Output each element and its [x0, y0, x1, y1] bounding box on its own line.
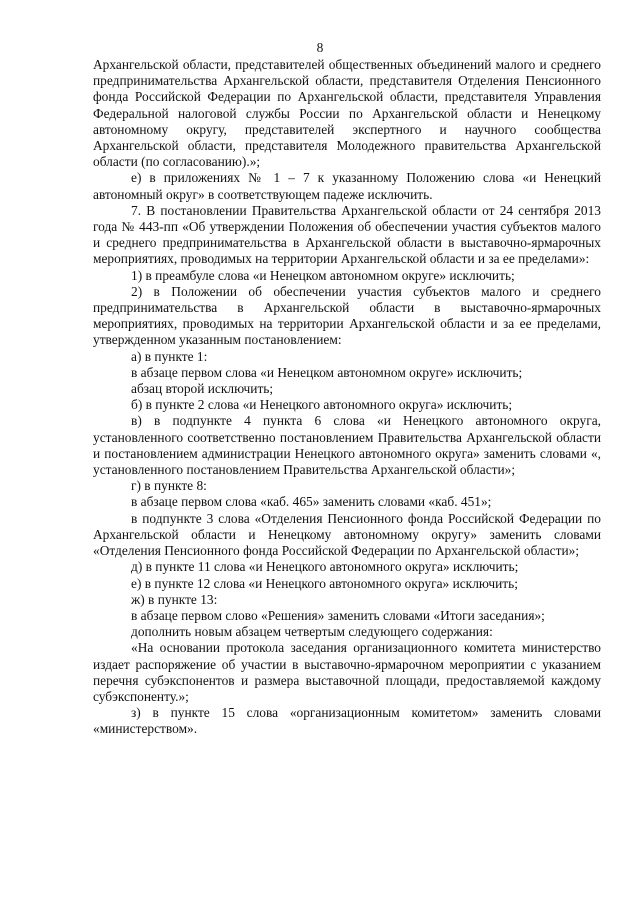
paragraph-letter-d: д) в пункте 11 слова «и Ненецкого автономного округа» исключить; [131, 559, 519, 575]
paragraph-subitem-1: 1) в преамбуле слова «и Ненецком автономном округе» исключить; [131, 267, 515, 283]
paragraph-a-first: в абзаце первом слова «и Ненецком автономном округе» исключить; [131, 364, 523, 380]
page-number: 8 [316, 40, 324, 55]
paragraph-zh-add: дополнить новым абзацем четвертым следующего содержания: [131, 624, 493, 640]
paragraph-item-7: 7. В постановлении Правительства Архангельской области от 24 сентября 2013 года № 443-пп «Об утверждении Положения об обеспечении участия субъектов малого и среднего предпринимательства в Архангельской области в выставочно-ярмарочных мероприятиях, проводимых на территории Архангельской области и за ее пределами»: [93, 202, 601, 267]
document-body [93, 57, 601, 738]
paragraph-continuation: Архангельской области, представителей общественных объединений малого и среднего предпринимательства Архангельской области, представителя Отделения Пенсионного фонда Российской Федерации по Архангельской области, представителя Управления Федеральной налоговой службы России по Архангельской области и Ненецкому автономному округу, представителей экспертного и научного сообщества Архангельской области, представителя Молодежного правительства Архангельской области (по согласованию).»; [93, 57, 601, 170]
paragraph-letter-e: е) в пункте 12 слова «и Ненецкого автономного округа» исключить; [131, 575, 518, 591]
paragraph-letter-zh: ж) в пункте 13: [131, 591, 218, 607]
paragraph-subitem-2: 2) в Положении об обеспечении участия субъектов малого и среднего предпринимательства в Архангельской области в выставочно-ярмарочных мероприятиях, проводимых на территории Архангельской области и за ее пределами, утвержденном указанным постановлением: [93, 283, 601, 348]
paragraph-letter-a: а) в пункте 1: [131, 348, 208, 364]
paragraph-letter-g: г) в пункте 8: [131, 478, 207, 494]
paragraph-letter-b: б) в пункте 2 слова «и Ненецкого автономного округа» исключить; [131, 397, 513, 413]
paragraph-zh-first: в абзаце первом слово «Решения» заменить словами «Итоги заседания»; [131, 607, 545, 623]
paragraph-quoted-text: «На основании протокола заседания организационного комитета министерство издает распоряжение об участии в выставочно-ярмарочном мероприятии с указанием перечня субэкспонентов и размера выставочной площади, предоставляемой каждому субэкспоненту.»; [93, 640, 601, 704]
paragraph-letter-v: в) в подпункте 4 пункта 6 слова «и Ненецкого автономного округа, установленного соответственно постановлением Правительства Архангельской области и постановлением администрации Ненецкого автономного округа» заменить словами «, установленного постановлением Правительства Архангельской области»; [93, 413, 601, 478]
paragraph-item-e-appendices: е) в приложениях № 1 – 7 к указанному Положению слова «и Ненецкий автономный округ» в соответствующем падеже исключить. [93, 170, 601, 202]
paragraph-letter-z: з) в пункте 15 слова «организационным комитетом» заменить словами «министерством». [93, 705, 601, 737]
paragraph-g-first: в абзаце первом слова «каб. 465» заменить словами «каб. 451»; [131, 494, 492, 510]
paragraph-g-subitem-3: в подпункте 3 слова «Отделения Пенсионного фонда Российской Федерации по Архангельской области и Ненецкому автономному округу» заменить словами «Отделения Пенсионного фонда Российской Федерации по Архангельской области»; [93, 510, 601, 559]
paragraph-a-second: абзац второй исключить; [131, 381, 274, 397]
